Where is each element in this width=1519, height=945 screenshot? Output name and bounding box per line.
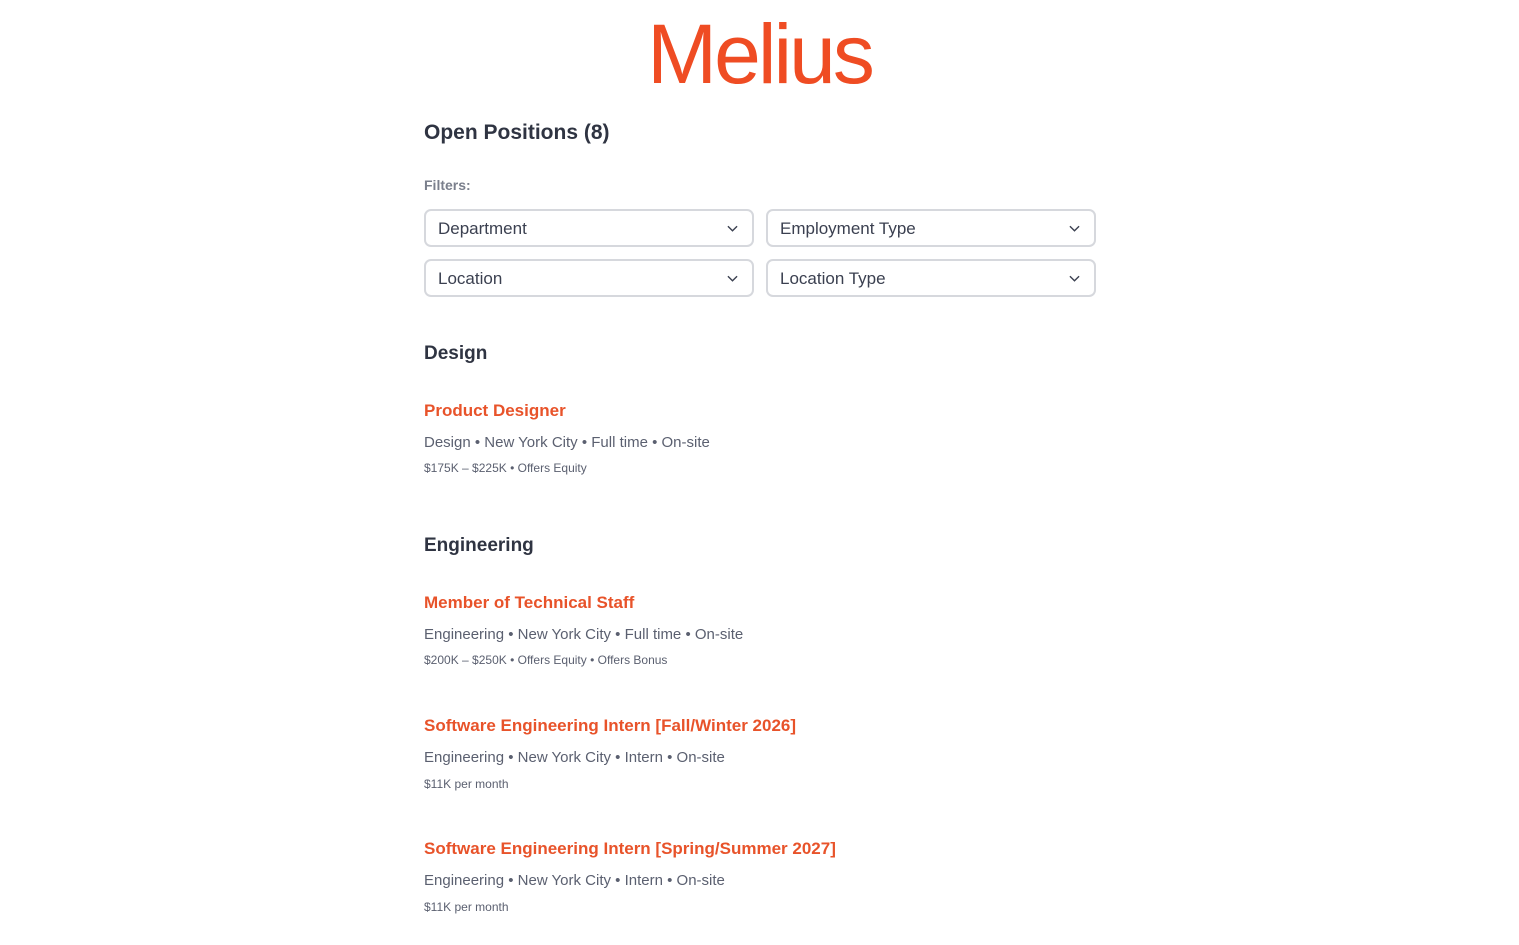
chevron-down-icon <box>1069 223 1080 234</box>
job-title-link[interactable]: Software Engineering Intern [Spring/Summer 2027] <box>424 839 836 858</box>
job-compensation: $175K – $225K • Offers Equity <box>424 461 587 475</box>
department-heading-engineering: Engineering <box>424 535 534 556</box>
location-filter[interactable] <box>424 259 754 297</box>
job-title-link[interactable]: Product Designer <box>424 401 566 420</box>
location-type-filter[interactable] <box>766 259 1096 297</box>
melius-logo[interactable]: Melius <box>647 7 872 101</box>
chevron-down-icon <box>1069 273 1080 284</box>
employment-type-filter[interactable] <box>766 209 1096 247</box>
department-filter-label: Department <box>438 219 527 238</box>
job-title-link[interactable]: Member of Technical Staff <box>424 593 635 612</box>
job-meta: Design • New York City • Full time • On-site <box>424 434 710 451</box>
chevron-down-icon <box>727 223 738 234</box>
job-meta: Engineering • New York City • Full time • On-site <box>424 626 744 643</box>
open-positions-title: Open Positions (8) <box>424 121 610 144</box>
location-type-filter-label: Location Type <box>780 269 886 288</box>
job-compensation: $11K per month <box>424 900 509 914</box>
employment-type-filter-label: Employment Type <box>780 219 916 238</box>
job-title-link[interactable]: Software Engineering Intern [Fall/Winter 2026] <box>424 716 797 735</box>
department-filter[interactable] <box>424 209 754 247</box>
job-meta: Engineering • New York City • Intern • On-site <box>424 872 725 889</box>
chevron-down-icon <box>727 273 738 284</box>
job-meta: Engineering • New York City • Intern • On-site <box>424 749 725 766</box>
job-compensation: $200K – $250K • Offers Equity • Offers Bonus <box>424 653 668 667</box>
location-filter-label: Location <box>438 269 503 288</box>
department-heading-design: Design <box>424 343 488 364</box>
filters-label: Filters: <box>424 177 471 193</box>
job-compensation: $11K per month <box>424 777 509 791</box>
